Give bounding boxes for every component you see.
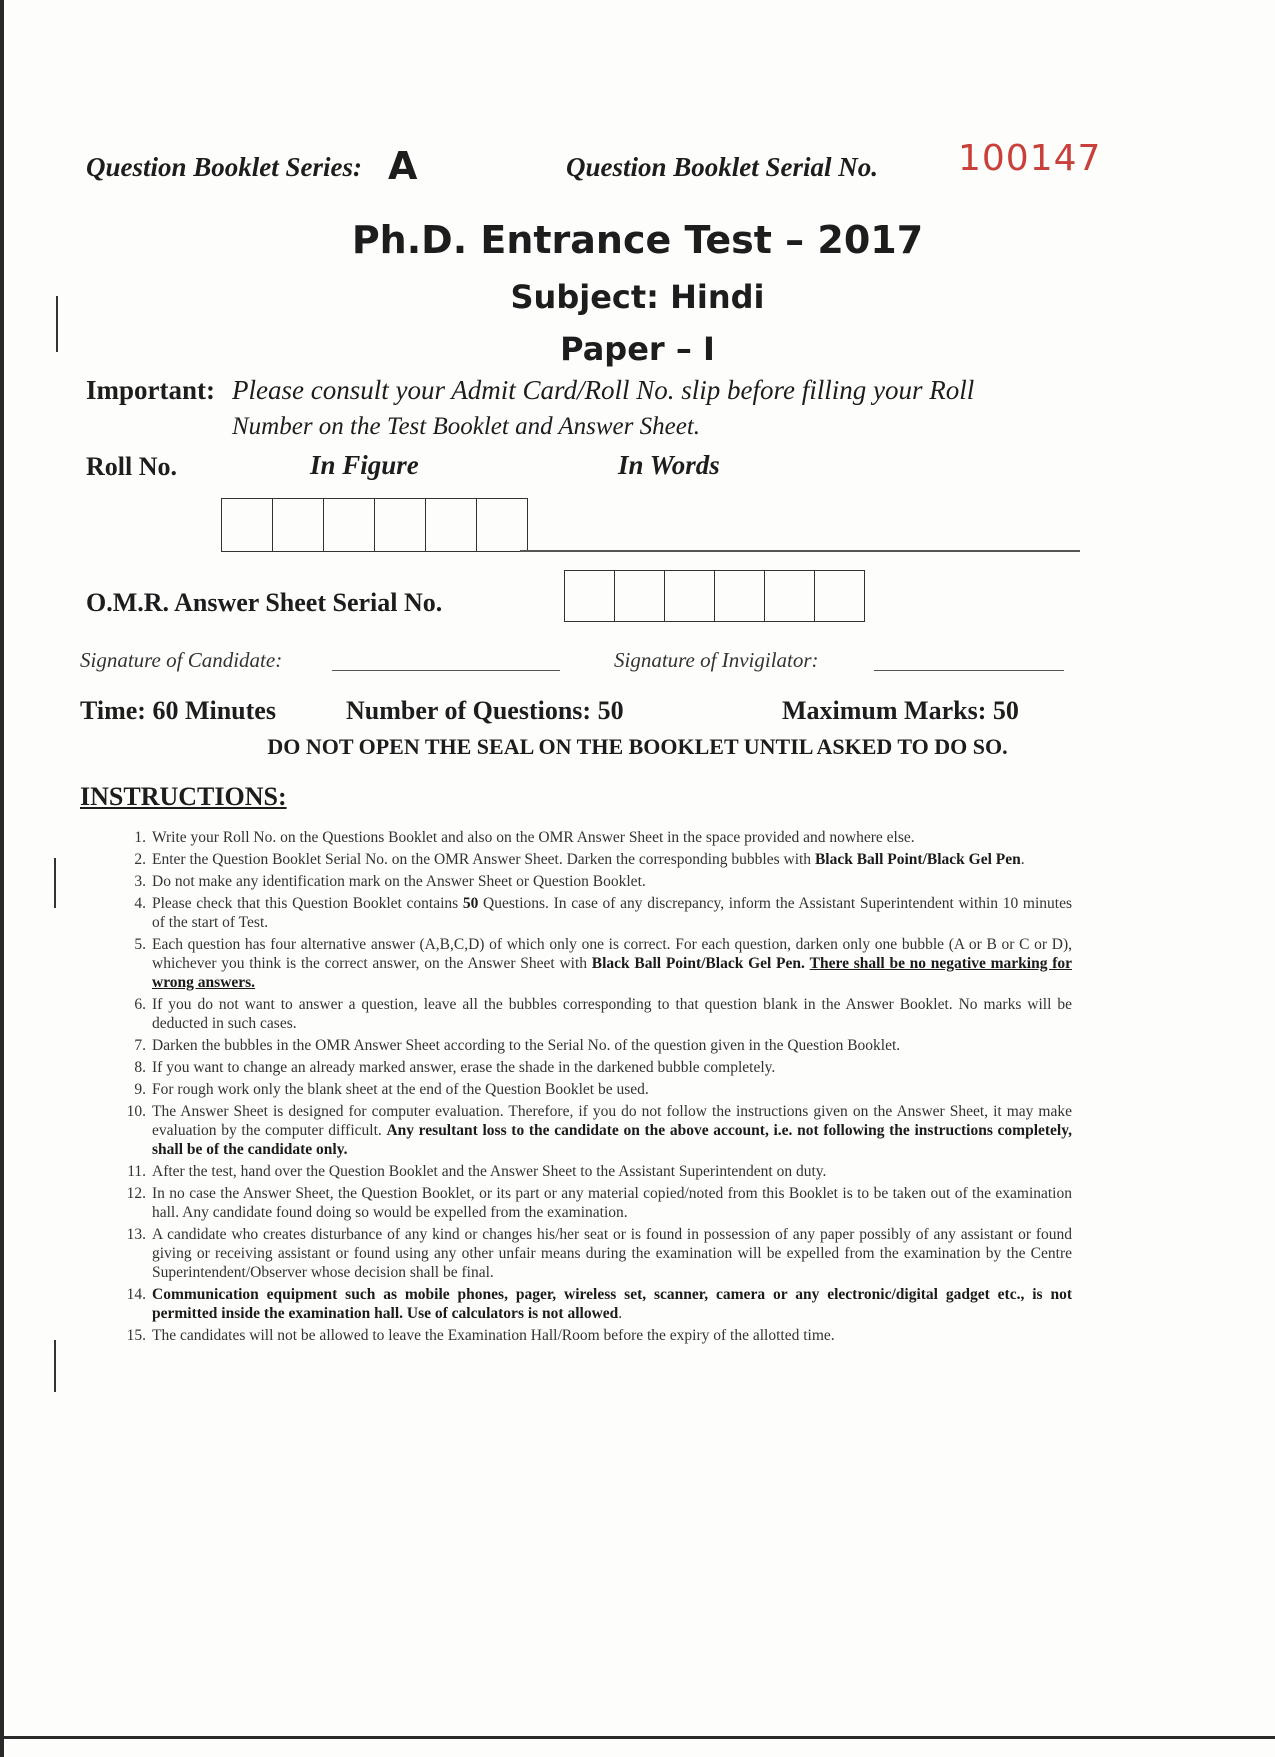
roll-digit-box[interactable] [374, 499, 425, 551]
roll-digit-box[interactable] [425, 499, 476, 551]
instruction-item [112, 850, 1072, 869]
instruction-item [112, 1184, 1072, 1222]
instruction-text: For rough work only the blank sheet at the end of the Question Booklet be used. [152, 1081, 649, 1098]
instruction-item [112, 1162, 1072, 1181]
scan-mark [54, 858, 56, 908]
instruction-text: There shall be no negative marking for wrong answers. [152, 955, 1072, 991]
roll-in-figure-label: In Figure [310, 450, 419, 480]
candidate-signature-label: Signature of Candidate: [80, 648, 283, 672]
instruction-item [112, 1080, 1072, 1099]
instruction-number: 2. [134, 851, 146, 868]
roll-digit-box[interactable] [272, 499, 323, 551]
subject-title: Subject: Hindi [510, 278, 765, 316]
instruction-number: 1. [134, 829, 146, 846]
booklet-series-value: A [388, 144, 418, 188]
instruction-text: After the test, hand over the Question Booklet and the Answer Sheet to the Assistant Superintendent on duty. [152, 1163, 827, 1180]
roll-in-words-label: In Words [618, 450, 720, 480]
instruction-number: 8. [134, 1059, 146, 1076]
important-note-line-2: Number on the Test Booklet and Answer Sheet. [232, 413, 701, 440]
instruction-text: In no case the Answer Sheet, the Question Booklet, or its part or any material copied/noted from this Booklet is to be taken out of the examination hall. Any candidate found doing so would be expelled from the examination. [152, 1185, 1072, 1221]
instruction-item [112, 935, 1072, 992]
instruction-text: Each question has four alternative answer (A,B,C,D) of which only one is correct. For each question, darken only one bubble (A or B or C or D), whichever you think is the correct answer, on the Answer Sheet with [152, 936, 1072, 972]
instruction-text: If you do not want to answer a question, leave all the bubbles corresponding to that question blank in the Answer Booklet. No marks will be deducted in such cases. [152, 996, 1072, 1032]
roll-in-words-field[interactable] [520, 550, 1080, 552]
instruction-text: The candidates will not be allowed to leave the Examination Hall/Room before the expiry of the allotted time. [152, 1327, 835, 1344]
invigilator-signature-field[interactable] [874, 670, 1064, 671]
omr-digit-box[interactable] [664, 571, 714, 621]
omr-digit-box[interactable] [565, 571, 614, 621]
instruction-text: . [618, 1305, 623, 1322]
instruction-item [112, 828, 1072, 847]
instruction-number: 9. [134, 1081, 146, 1098]
instruction-text: Write your Roll No. on the Questions Booklet and also on the OMR Answer Sheet in the space provided and nowhere else. [152, 829, 915, 846]
instruction-text: Please check that this Question Booklet contains [152, 895, 463, 912]
instruction-item [112, 1058, 1072, 1077]
booklet-serial-label: Question Booklet Serial No. [566, 152, 879, 182]
instruction-item [112, 872, 1072, 891]
instruction-text: A candidate who creates disturbance of any kind or changes his/her seat or is found in possession of any paper possibly of any assistant or found giving or receiving assistant or found using any other unfair means during the examination will be expelled from the examination by the Centre Superintendent/Observer whose decision shall be final. [152, 1226, 1072, 1281]
instruction-number: 10. [126, 1103, 146, 1120]
instruction-item [112, 1285, 1072, 1323]
omr-serial-boxes[interactable] [564, 570, 865, 622]
candidate-signature-field[interactable] [332, 670, 560, 671]
instruction-number: 14. [126, 1286, 146, 1303]
instruction-item [112, 1225, 1072, 1282]
number-of-questions: Number of Questions: 50 [346, 696, 624, 725]
important-label: Important: [86, 375, 215, 405]
instruction-text: Black Ball Point/Black Gel Pen. [591, 955, 805, 972]
instruction-number: 3. [134, 873, 146, 890]
omr-digit-box[interactable] [764, 571, 814, 621]
paper-title: Paper – I [560, 330, 715, 368]
important-note-line-1: Please consult your Admit Card/Roll No. slip before filling your Roll [232, 375, 975, 405]
instruction-item [112, 1102, 1072, 1159]
instruction-number: 4. [134, 895, 146, 912]
roll-digit-box[interactable] [476, 499, 527, 551]
instruction-number: 11. [127, 1163, 146, 1180]
instruction-text: . [1020, 851, 1025, 868]
instructions-list [112, 828, 1072, 1348]
instruction-text: Enter the Question Booklet Serial No. on the OMR Answer Sheet. Darken the corresponding bubbles with [152, 851, 815, 868]
roll-number-label: Roll No. [86, 452, 177, 481]
invigilator-signature-label: Signature of Invigilator: [614, 648, 819, 672]
omr-digit-box[interactable] [614, 571, 664, 621]
instruction-item [112, 894, 1072, 932]
instruction-item [112, 995, 1072, 1033]
instruction-text: Any resultant loss to the candidate on the above account, i.e. not following the instructions completely, shall be of the candidate only. [152, 1122, 1072, 1158]
page-bottom-rule [0, 1736, 1275, 1739]
instructions-heading: INSTRUCTIONS: [80, 782, 287, 811]
instruction-text: Black Ball Point/Black Gel Pen [814, 851, 1021, 868]
instruction-text: Questions. In case of any discrepancy, inform the Assistant Superintendent within 10 minutes of the start of Test. [152, 895, 1073, 931]
instruction-text: Darken the bubbles in the OMR Answer Sheet according to the Serial No. of the question given in the Question Booklet. [152, 1037, 901, 1054]
omr-digit-box[interactable] [814, 571, 864, 621]
omr-serial-label: O.M.R. Answer Sheet Serial No. [86, 588, 443, 617]
booklet-serial-number: 100147 [958, 138, 1102, 179]
instruction-item [112, 1326, 1072, 1345]
instruction-text: Do not make any identification mark on the Answer Sheet or Question Booklet. [152, 873, 646, 890]
scan-edge-shadow [0, 0, 4, 1757]
omr-digit-box[interactable] [714, 571, 764, 621]
instruction-number: 5. [134, 936, 146, 953]
scan-mark [54, 1340, 56, 1392]
roll-digit-box[interactable] [222, 499, 272, 551]
instruction-number: 15. [126, 1327, 146, 1344]
booklet-series-label: Question Booklet Series: [86, 152, 363, 182]
roll-number-boxes[interactable] [221, 498, 528, 552]
time-allowed: Time: 60 Minutes [80, 696, 276, 725]
instruction-number: 6. [134, 996, 146, 1013]
instruction-number: 7. [134, 1037, 146, 1054]
seal-notice: DO NOT OPEN THE SEAL ON THE BOOKLET UNTIL ASKED TO DO SO. [267, 734, 1008, 759]
roll-digit-box[interactable] [323, 499, 374, 551]
instruction-text: 50 [462, 895, 479, 912]
instruction-text: If you want to change an already marked answer, erase the shade in the darkened bubble completely. [152, 1059, 776, 1076]
instruction-text: Communication equipment such as mobile phones, pager, wireless set, scanner, camera or any electronic/digital gadget etc., is not permitted inside the examination hall. Use of calculators is not allowed [152, 1286, 1072, 1322]
page-title: Ph.D. Entrance Test – 2017 [351, 218, 924, 262]
instruction-item [112, 1036, 1072, 1055]
instruction-number: 12. [126, 1185, 146, 1202]
instruction-number: 13. [126, 1226, 146, 1243]
instruction-text: The Answer Sheet is designed for computer evaluation. Therefore, if you do not follow the instructions given on the Answer Sheet, it may make evaluation by the computer difficult. [152, 1103, 1072, 1139]
maximum-marks: Maximum Marks: 50 [782, 696, 1019, 725]
